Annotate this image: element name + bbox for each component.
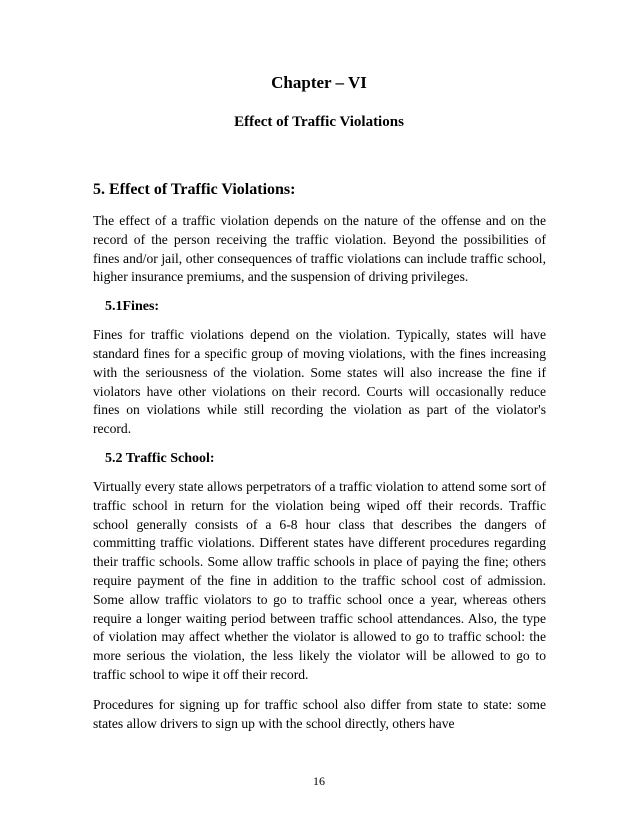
intro-paragraph: The effect of a traffic violation depends on the nature of the offense and on the record of the person receiving the traffic violation. Beyond the possibilities of fines and/or jail, other consequences of traffic violations can include traffic school, higher insurance premiums, and the suspension of driving privileges.	[93, 213, 546, 285]
chapter-title: Chapter – VI	[271, 73, 367, 92]
chapter-subtitle: Effect of Traffic Violations	[234, 114, 404, 130]
traffic-school-signup-paragraph: Procedures for signing up for traffic school also differ from state to state: some states allow drivers to sign up with the school directly, others have	[93, 696, 546, 731]
fines-paragraph: Fines for traffic violations depend on the violation. Typically, states will have standard fines for a specific group of moving violations, with the fines increasing with the seriousness of the violation. Some states will also increase the fine if violators have other violations on their record. Courts will occasionally reduce fines on violations while still recording the violation as part of the violator's record.	[93, 327, 546, 437]
traffic-school-paragraph: Virtually every state allows perpetrators of a traffic violation to attend some sort of traffic school in return for the violation being wiped off their records. Traffic school generally consists of a 6-8 hour class that describes the dangers of committing traffic violations. Different states have different procedures regarding their traffic schools. Some allow traffic schools in place of paying the fine; others require payment of the fine in addition to the traffic school cost of admission. Some allow traffic violators to go to traffic school once a year, whereas others require a longer waiting period between traffic school attendances. Also, the type of violation may affect whether the violator is allowed to go to traffic school: the more serious the violation, the less likely the violator will be allowed to go to traffic school to wipe it off their record.	[93, 478, 546, 682]
page-number: 16	[313, 774, 325, 788]
fines-heading: 5.1Fines:	[105, 299, 160, 315]
section-heading: 5. Effect of Traffic Violations:	[93, 181, 296, 198]
page-content	[93, 180, 546, 744]
traffic-school-heading: 5.2 Traffic School:	[105, 450, 215, 466]
